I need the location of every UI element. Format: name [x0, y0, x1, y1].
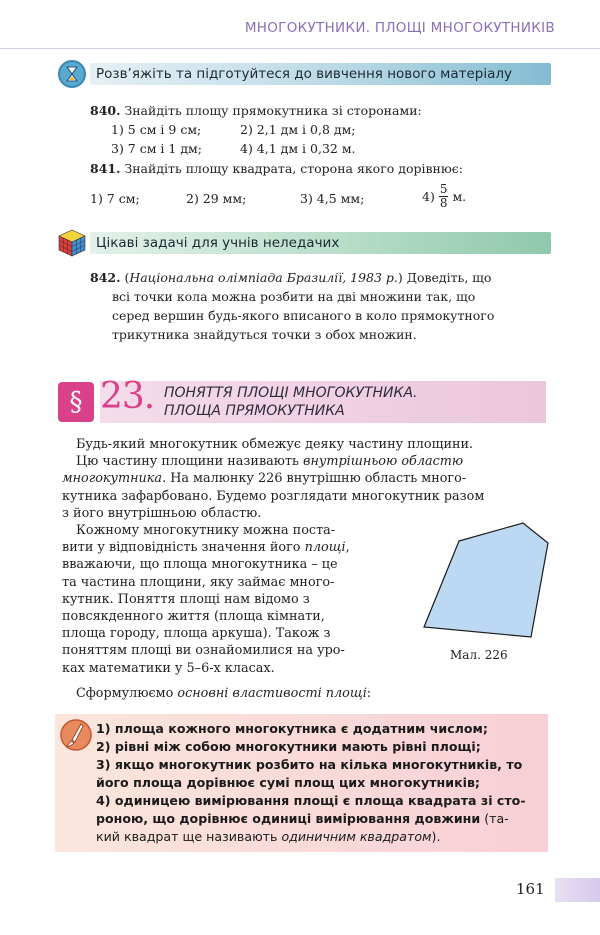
- rubiks-cube-icon: [57, 228, 87, 258]
- term: основні властивості площі: [177, 686, 367, 701]
- fraction-numerator: 5: [439, 182, 448, 196]
- list-item: 4) 4,1 дм і 0,32 м.: [240, 141, 356, 156]
- figure-caption: Мал. 226: [450, 648, 508, 662]
- section-title-line1: ПОНЯТТЯ ПЛОЩІ МНОГОКУТНИКА.: [164, 385, 418, 401]
- fraction-denominator: 8: [439, 196, 448, 210]
- list-item-fraction: [422, 183, 466, 210]
- exercise-text: Доведіть, що: [406, 270, 492, 285]
- property-3a: 3) якщо многокутник розбито на кілька многокутників, то: [96, 757, 523, 772]
- exercise-line: трикутника знайдуться точки з обох множин.: [112, 327, 417, 342]
- list-item: 3) 4,5 мм;: [300, 191, 365, 206]
- text-line: з його внутрішньою областю.: [62, 505, 262, 521]
- list-item: 1) 7 см;: [90, 191, 140, 206]
- paragraph-2: [62, 522, 406, 677]
- text-line: Кожному многокутнику можна поста-: [76, 523, 336, 538]
- header-divider: [0, 48, 600, 49]
- property-4a: 4) одиницею вимірювання площі є площа квадрата зі сто-: [96, 793, 526, 808]
- text-line: Цю частину площини називають внутрішньою областю: [76, 454, 464, 470]
- item-label: 4): [422, 189, 435, 204]
- exercise-text: Знайдіть площу квадрата, сторона якого дорівнює:: [124, 161, 463, 176]
- exercise-line: серед вершин будь-якого вписаного в коло прямокутного: [112, 308, 495, 323]
- section-symbol: §: [58, 382, 94, 422]
- paragraph-3: Сформулюємо основні властивості площі:: [76, 686, 372, 701]
- term: многокутника: [62, 471, 163, 487]
- running-header: МНОГОКУТНИКИ. ПЛОЩІ МНОГОКУТНИКІВ: [244, 20, 555, 36]
- exercise-840: [90, 103, 422, 118]
- paragraph-1: [62, 436, 546, 522]
- section-number: 23.: [100, 376, 155, 417]
- review-banner: Розв’яжіть та підготуйтеся до вивчення нового матеріалу: [90, 63, 551, 85]
- text-line: поняттям площі ви ознайомилися на уро-: [62, 643, 345, 659]
- term: площі: [304, 540, 346, 556]
- exercise-source: Національна олімпіада Бразилії, 1983 р.: [129, 270, 398, 285]
- text-line: ках математики у 5–6-х класах.: [62, 660, 275, 676]
- exercise-number: 841.: [90, 161, 121, 176]
- text-line: вити у відповідність значення його площі,: [62, 540, 350, 556]
- exercise-842: 842. (Національна олімпіада Бразилії, 1983 р.) Доведіть, що: [90, 270, 492, 285]
- text-line: многокутника. На малюнку 226 внутрішню область много-: [62, 471, 467, 487]
- exercise-text: Знайдіть площу прямокутника зі сторонами:: [124, 103, 422, 118]
- polygon-figure: [420, 520, 552, 645]
- text-line: та частина площини, яку займає много-: [62, 574, 335, 590]
- property-3b: його площа дорівнює сумі площ цих многокутників;: [96, 775, 480, 790]
- term: внутрішньою областю: [303, 454, 464, 470]
- text-line: кутника зафарбовано. Будемо розглядати многокутник разом: [62, 488, 485, 504]
- fraction-unit: м.: [452, 189, 467, 204]
- exercise-841: [90, 161, 463, 176]
- page-number-bar: [555, 878, 600, 902]
- property-1: 1) площа кожного многокутника є додатним числом;: [96, 721, 488, 736]
- hourglass-icon: [58, 60, 86, 88]
- list-item: 1) 5 см і 9 см;: [111, 122, 202, 137]
- text-line: повсякденного життя (площа кімнати,: [62, 609, 325, 625]
- fraction: [439, 183, 449, 210]
- term: одиничним квадратом: [281, 829, 432, 844]
- exercise-number: 840.: [90, 103, 121, 118]
- exercise-number: 842.: [90, 270, 121, 285]
- text-line: площа городу, площа аркуша). Також з: [62, 626, 331, 642]
- section-title-line2: ПЛОЩА ПРЯМОКУТНИКА: [164, 403, 345, 419]
- fun-tasks-banner: Цікаві задачі для учнів неледачих: [90, 232, 551, 254]
- property-4c: кий квадрат ще називають одиничним квадратом).: [96, 829, 441, 844]
- text-line: вважаючи, що площа многокутника – це: [62, 557, 338, 573]
- property-2: 2) рівні між собою многокутники мають рівні площі;: [96, 739, 481, 754]
- brush-icon: [59, 718, 93, 752]
- page-number: 161: [516, 880, 545, 898]
- text-line: кутник. Поняття площі нам відомо з: [62, 591, 310, 607]
- text-line: Будь-який многокутник обмежує деяку частину площини.: [76, 437, 474, 452]
- list-item: 2) 2,1 дм і 0,8 дм;: [240, 122, 356, 137]
- list-item: 3) 7 см і 1 дм;: [111, 141, 202, 156]
- property-4b: роною, що дорівнює одиниці вимірювання довжини (та-: [96, 811, 509, 826]
- list-item: 2) 29 мм;: [186, 191, 247, 206]
- exercise-line: всі точки кола можна розбити на дві множини так, що: [112, 289, 476, 304]
